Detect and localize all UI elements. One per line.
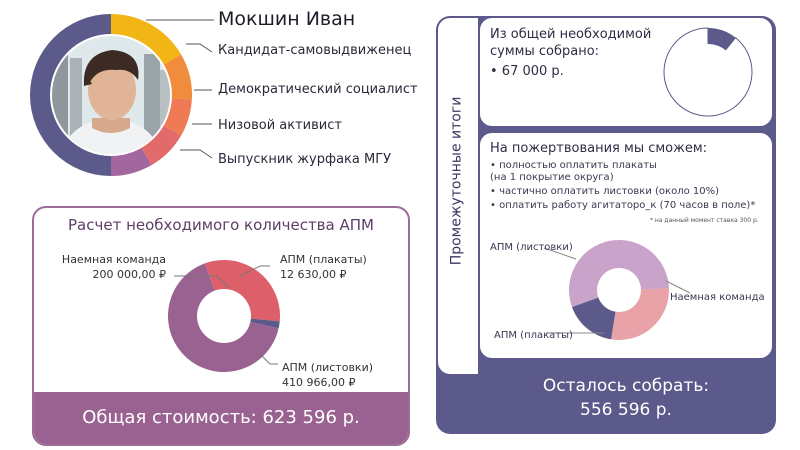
apm-label-posters: АПМ (плакаты) 12 630,00 ₽ <box>280 253 367 281</box>
apm-title: Расчет необходимого количества АПМ <box>68 216 374 234</box>
collected-box <box>480 18 772 126</box>
collected-donut <box>660 24 756 120</box>
tag-graduate: Выпускник журфака МГУ <box>218 152 392 167</box>
apm-card <box>32 206 410 446</box>
remaining-block <box>480 374 772 422</box>
donate-box <box>480 133 772 358</box>
apm-total: Общая стоимость: 623 596 р. <box>34 392 408 444</box>
donate-title: На пожертвования мы сможем: <box>490 141 708 156</box>
donate-label-leaflets: АПМ (листовки) <box>490 242 573 253</box>
apm-label-hired: Наемная команда 200 000,00 ₽ <box>61 253 166 281</box>
donate-label-hired: Наемная команда <box>670 292 765 303</box>
donate-item-1b: (на 1 покрытие округа) <box>490 172 614 183</box>
tag-self-nominated: Кандидат-самовыдвиженец <box>218 43 412 58</box>
remaining-value: 556 596 р. <box>580 400 672 420</box>
tag-activist: Низовой активист <box>218 118 342 133</box>
collected-title: Из общей необходимой суммы собрано: <box>490 27 652 59</box>
donate-label-posters: АПМ (плакаты) <box>494 330 573 341</box>
remaining-label: Осталось собрать: <box>542 376 710 396</box>
donate-item-1: • полностью оплатить плакаты <box>490 160 657 171</box>
candidate-name: Мокшин Иван <box>218 8 356 30</box>
profile-connectors <box>0 0 220 180</box>
donate-footnote: * на данный момент ставка 300 р. <box>650 217 759 224</box>
donate-item-3: • оплатить работу агитаторо_к (70 часов в поле)* <box>490 200 756 211</box>
donate-item-2: • частично оплатить листовки (около 10%) <box>490 186 720 197</box>
totals-vertical-title: Промежуточные итоги <box>448 96 464 266</box>
collected-value: • 67 000 р. <box>490 64 564 79</box>
apm-label-leaflets: АПМ (листовки) 410 966,00 ₽ <box>282 361 374 389</box>
tag-socialist: Демократический социалист <box>218 82 418 97</box>
